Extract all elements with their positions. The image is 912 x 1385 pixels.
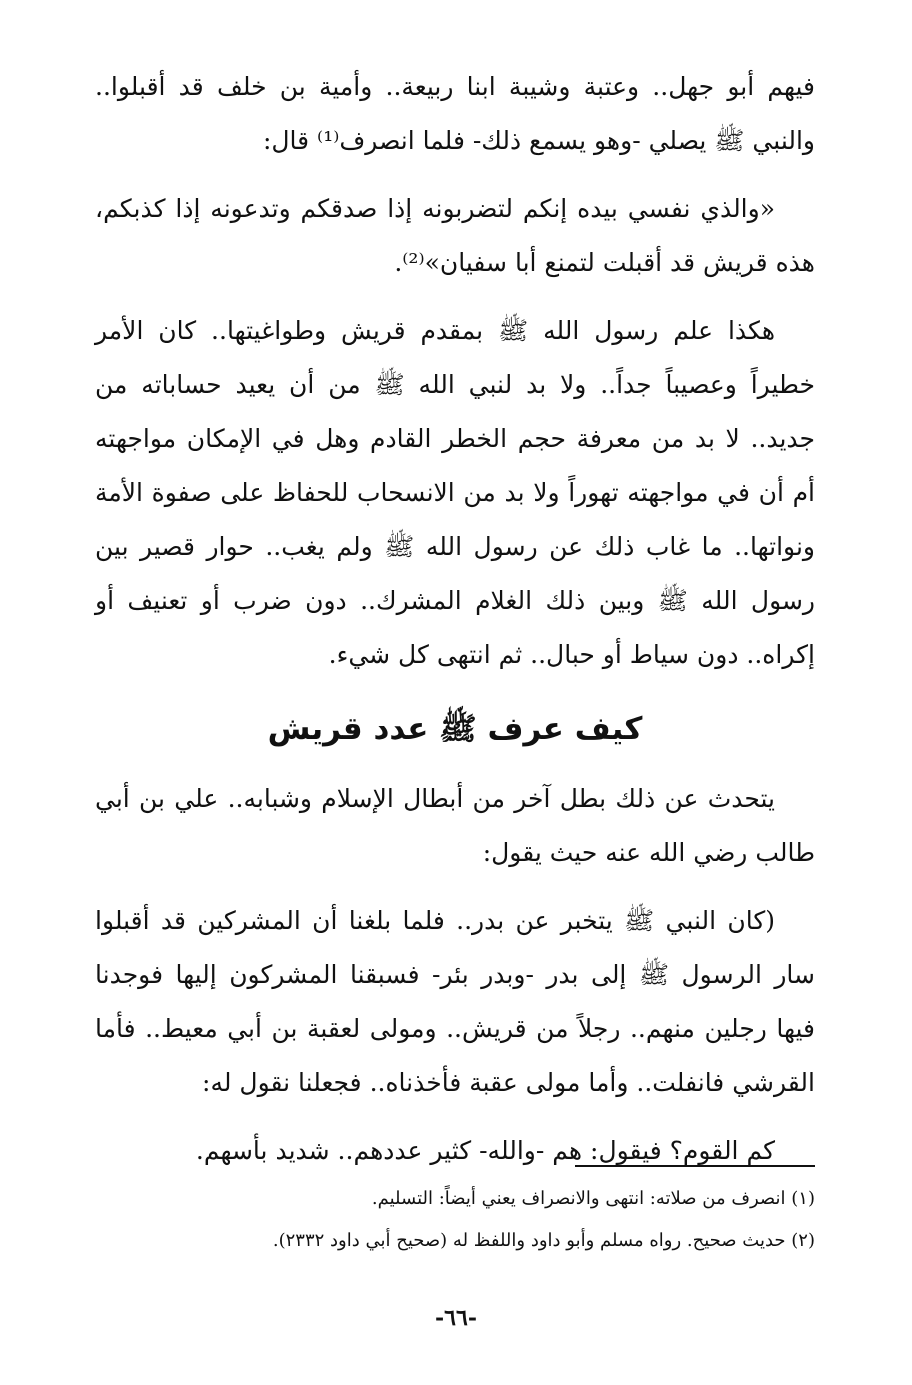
footnote-2: (٢) حديث صحيح. رواه مسلم وأبو داود واللفظ له (صحيح أبي داود ٢٣٣٢). (272, 1230, 815, 1251)
page-body (95, 60, 815, 1192)
paragraph-1: فيهم أبو جهل.. وعتبة وشيبة ابنا ربيعة.. وأمية بن خلف قد أقبلوا.. والنبي ﷺ يصلي -وهو يسمع ذلك- فلما انصرف⁽¹⁾ قال: (95, 72, 815, 155)
section-heading: كيف عرف ﷺ عدد قريش (267, 711, 643, 747)
paragraph-4: يتحدث عن ذلك بطل آخر من أبطال الإسلام وشبابه.. علي بن أبي طالب رضي الله عنه حيث يقول: (95, 784, 815, 867)
page-number: -٦٦- (435, 1305, 477, 1331)
paragraph-5: (كان النبي ﷺ يتخبر عن بدر.. فلما بلغنا أن المشركين قد أقبلوا سار الرسول ﷺ إلى بدر -وبدر بئر- فسبقنا المشركون إليها فوجدنا فيها رجلين منهم.. رجلاً من قريش.. ومولى لعقبة بن أبي معيط.. فأما القرشي فانفلت.. وأما مولى عقبة فأخذناه.. فجعلنا نقول له: (95, 906, 815, 1097)
footnote-1: (١) انصرف من صلاته: انتهى والانصراف يعني أيضاً: التسليم. (371, 1188, 815, 1209)
paragraph-3: هكذا علم رسول الله ﷺ بمقدم قريش وطواغيتها.. كان الأمر خطيراً وعصيباً جداً.. ولا بد لنبي الله ﷺ من أن يعيد حساباته من جديد.. لا بد من معرفة حجم الخطر القادم وهل في الإمكان مواجهته أم أن في مواجهته تهوراً ولا بد من الانسحاب للحفاظ على صفوة الأمة ونواتها.. ما غاب ذلك عن رسول الله ﷺ ولم يغب.. حوار قصير بين رسول الله ﷺ وبين ذلك الغلام المشرك.. دون ضرب أو تعنيف أو إكراه.. دون سياط أو حبال.. ثم انتهى كل شيء. (95, 316, 815, 669)
paragraph-6: كم القوم؟ فيقول: هم -والله- كثير عددهم.. شديد بأسهم. (195, 1136, 775, 1165)
footnote-divider (575, 1165, 815, 1167)
paragraph-2: «والذي نفسي بيده إنكم لتضربونه إذا صدقكم وتدعونه إذا كذبكم، هذه قريش قد أقبلت لتمنع أبا سفيان»⁽²⁾. (95, 194, 815, 277)
footnotes (95, 1178, 815, 1262)
